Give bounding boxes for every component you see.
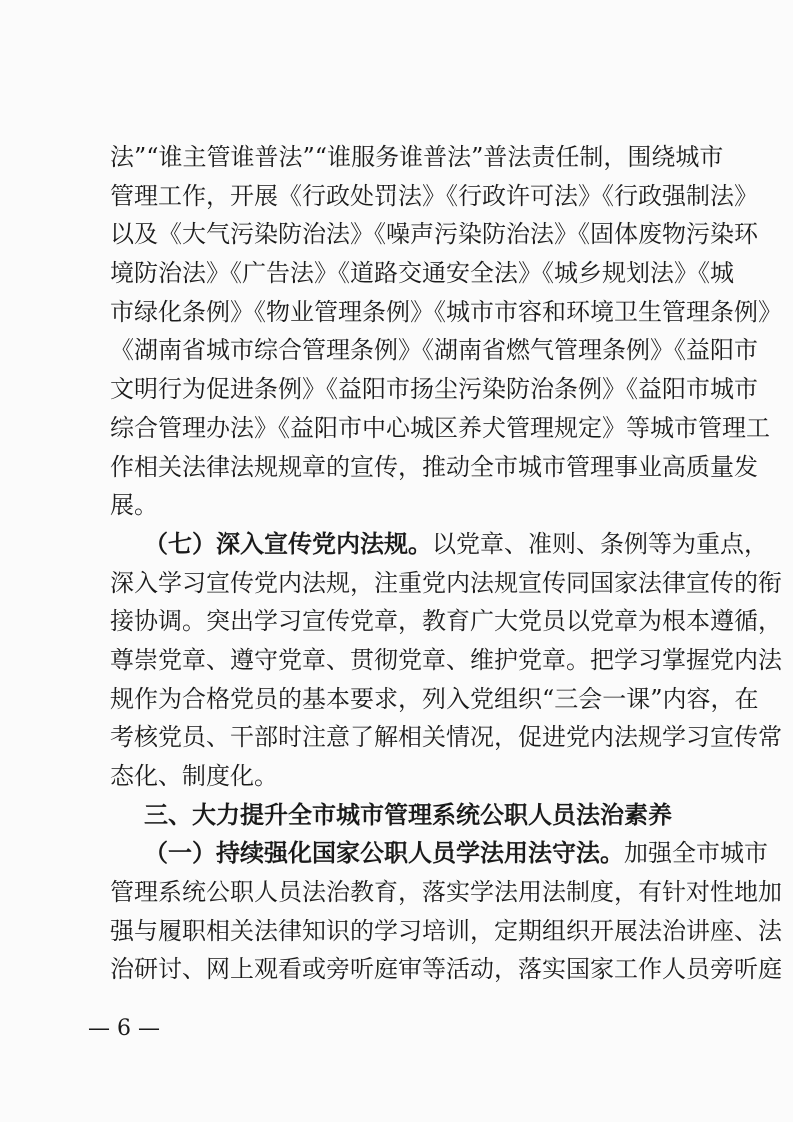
text-line: 接协调。突出学习宣传党章，教育广大党员以党章为根本遵循， [110,607,782,636]
paragraph-lead: （一）持续强化国家公职人员学法用法守法。 [144,838,624,868]
paragraph-lead: （七）深入宣传党内法规。 [144,528,432,558]
text-line: 管理系统公职人员法治教育，落实学法用法制度，有针对性地加 [110,878,782,907]
text-line: 综合管理办法》《益阳市中心城区养犬管理规定》等城市管理工 [110,413,770,442]
body-text [110,138,782,989]
paragraph-first-line [110,525,768,564]
text-line: 展。 [110,491,158,520]
text-line: 文明行为促进条例》《益阳市扬尘污染防治条例》《益阳市城市 [110,375,758,404]
text-line: 作相关法律法规规章的宣传，推动全市城市管理事业高质量发 [110,452,758,481]
text-line: 市绿化条例》《物业管理条例》《城市市容和环境卫生管理条例》 [110,297,782,326]
text-line: 强与履职相关法律知识的学习培训，定期组织开展法治讲座、法 [110,916,782,945]
text-line: 治研讨、网上观看或旁听庭审等活动，落实国家工作人员旁听庭 [110,955,782,984]
text-line: 规作为合格党员的基本要求，列入党组织“三会一课”内容，在 [110,684,759,713]
text-line: 管理工作，开展《行政处罚法》《行政许可法》《行政强制法》 [110,181,758,210]
text-line: 态化、制度化。 [110,762,278,790]
text-line: 法”“谁主管谁普法”“谁服务谁普法”普法责任制，围绕城市 [110,143,724,171]
text-line: 以及《大气污染防治法》《噪声污染防治法》《固体废物污染环 [110,220,758,249]
paragraph-first-line [110,834,768,873]
text-line: 《湖南省城市综合管理条例》《湖南省燃气管理条例》《益阳市 [110,336,758,365]
text-line: 考核党员、干部时注意了解相关情况，促进党内法规学习宣传常 [110,723,782,752]
paragraph-lead-rest: 以党章、准则、条例等为重点， [432,529,768,558]
page-number: — 6 — [88,1016,160,1041]
text-line: 深入学习宣传党内法规，注重党内法规宣传同国家法律宣传的衔 [110,568,782,597]
text-line: 尊崇党章、遵守党章、贯彻党章、维护党章。把学习掌握党内法 [110,645,782,674]
paragraph-lead-rest: 加强全市城市 [624,839,768,868]
section-heading: 三、大力提升全市城市管理系统公职人员法治素养 [144,799,672,829]
text-line: 境防治法》《广告法》《道路交通安全法》《城乡规划法》《城 [110,259,734,288]
